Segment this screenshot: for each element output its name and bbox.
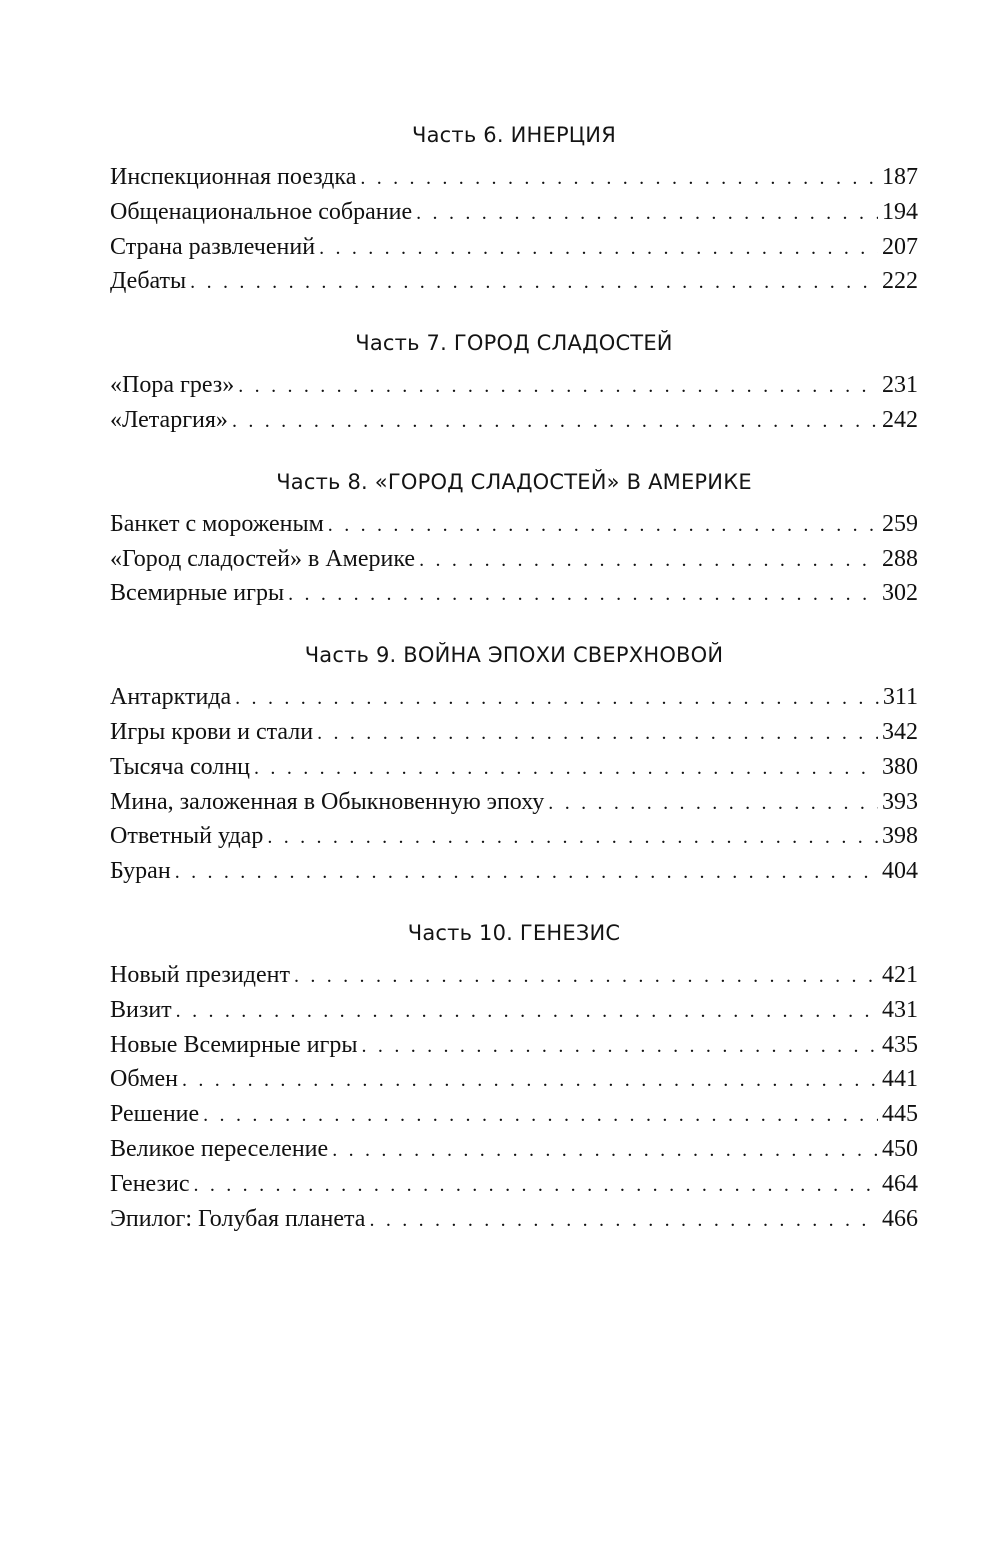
dot-leader <box>332 1139 878 1162</box>
toc-entry <box>110 1136 918 1171</box>
entry-title: Инспекционная поездка <box>110 164 357 190</box>
dot-leader <box>362 1035 878 1058</box>
dot-leader <box>317 722 878 745</box>
dot-leader <box>419 549 878 572</box>
toc-entry <box>110 580 918 615</box>
part-6 <box>110 120 918 303</box>
entry-title: Генезис <box>110 1170 190 1197</box>
entry-page-number: 450 <box>882 1135 918 1162</box>
entry-page-number: 466 <box>882 1205 918 1232</box>
entry-page-number: 393 <box>882 788 918 815</box>
part-title: Часть 8. «ГОРОД СЛАДОСТЕЙ» В АМЕРИКЕ <box>276 469 752 494</box>
entry-page-number: 380 <box>882 753 918 780</box>
dot-leader <box>232 410 878 433</box>
toc-entry <box>110 407 918 442</box>
part-title: Часть 10. ГЕНЕЗИС <box>407 920 621 945</box>
dot-leader <box>175 861 878 884</box>
toc-entry <box>110 546 918 581</box>
dot-leader <box>176 1000 878 1023</box>
part-title: Часть 7. ГОРОД СЛАДОСТЕЙ <box>355 331 673 356</box>
toc-entry <box>110 789 918 824</box>
entry-page-number: 187 <box>882 164 918 190</box>
entry-page-number: 242 <box>882 406 918 433</box>
part-title: Часть 9. ВОЙНА ЭПОХИ СВЕРХНОВОЙ <box>304 643 724 668</box>
dot-leader <box>254 757 878 780</box>
entry-page-number: 259 <box>882 510 918 537</box>
entry-page-number: 222 <box>882 268 918 295</box>
entry-page-number: 288 <box>882 545 918 572</box>
entry-title: Банкет с мороженым <box>110 510 324 537</box>
toc-entry <box>110 997 918 1032</box>
dot-leader <box>288 583 878 606</box>
table-of-contents <box>110 120 918 1240</box>
toc-entry <box>110 719 918 754</box>
entry-page-number: 404 <box>882 858 918 885</box>
toc-entry <box>110 1032 918 1067</box>
entry-title: Ответный удар <box>110 823 264 850</box>
part-8 <box>110 467 918 615</box>
dot-leader <box>203 1104 878 1127</box>
entry-title: Антарктида <box>110 684 232 711</box>
toc-entry <box>110 234 918 269</box>
entry-page-number: 421 <box>882 961 918 988</box>
dot-leader <box>238 375 878 398</box>
entry-page-number: 311 <box>882 684 918 711</box>
dot-leader <box>182 1069 878 1092</box>
dot-leader <box>328 514 878 537</box>
entry-page-number: 231 <box>882 372 918 399</box>
entry-title: Буран <box>110 858 171 885</box>
entry-page-number: 445 <box>882 1101 918 1128</box>
toc-entry <box>110 199 918 234</box>
entry-title: «Летаргия» <box>110 406 228 433</box>
toc-entry <box>110 1171 918 1206</box>
entry-page-number: 398 <box>882 823 918 850</box>
toc-entry <box>110 372 918 407</box>
dot-leader <box>294 965 878 988</box>
dot-leader <box>416 202 878 225</box>
entry-title: Новый президент <box>110 961 290 988</box>
entry-page-number: 342 <box>882 718 918 745</box>
dot-leader <box>360 167 878 190</box>
toc-entry <box>110 962 918 997</box>
entry-page-number: 441 <box>882 1066 918 1093</box>
part-10 <box>110 918 918 1240</box>
entry-title: «Пора грез» <box>110 372 235 399</box>
entry-title: Игры крови и стали <box>110 718 314 745</box>
dot-leader <box>193 1174 878 1197</box>
toc-entry <box>110 1101 918 1136</box>
part-7 <box>110 328 918 442</box>
entry-title: Эпилог: Голубая планета <box>110 1205 366 1232</box>
toc-entry <box>110 164 918 199</box>
dot-leader <box>267 826 878 849</box>
entry-title: Тысяча солнц <box>110 753 251 780</box>
entry-title: Мина, заложенная в Обыкновенную эпоху <box>110 788 545 815</box>
dot-leader <box>190 271 878 294</box>
entry-page-number: 194 <box>882 198 918 225</box>
dot-leader <box>548 792 878 815</box>
entry-page-number: 435 <box>882 1031 918 1058</box>
entry-page-number: 431 <box>882 996 918 1023</box>
entry-title: «Город сладостей» в Америке <box>110 545 416 572</box>
toc-entry <box>110 684 918 719</box>
entry-title: Великое переселение <box>110 1135 329 1162</box>
toc-entry <box>110 268 918 303</box>
entry-page-number: 207 <box>882 233 918 260</box>
toc-entry <box>110 1066 918 1101</box>
toc-entry <box>110 823 918 858</box>
entry-title: Дебаты <box>110 268 187 295</box>
entry-page-number: 302 <box>882 580 918 607</box>
dot-leader <box>235 687 879 710</box>
part-9 <box>110 640 918 893</box>
toc-entry <box>110 858 918 893</box>
entry-title: Решение <box>110 1101 200 1128</box>
entry-title: Страна развлечений <box>110 233 316 260</box>
toc-entry <box>110 511 918 546</box>
entry-page-number: 464 <box>882 1170 918 1197</box>
entry-title: Всемирные игры <box>110 580 285 607</box>
toc-entry <box>110 1206 918 1241</box>
entry-title: Общенациональное собрание <box>110 198 413 225</box>
toc-entry <box>110 754 918 789</box>
dot-leader <box>319 237 878 260</box>
entry-title: Новые Всемирные игры <box>110 1031 358 1058</box>
entry-title: Визит <box>110 996 172 1023</box>
part-title: Часть 6. ИНЕРЦИЯ <box>411 123 617 147</box>
dot-leader <box>369 1209 878 1232</box>
entry-title: Обмен <box>110 1066 178 1093</box>
